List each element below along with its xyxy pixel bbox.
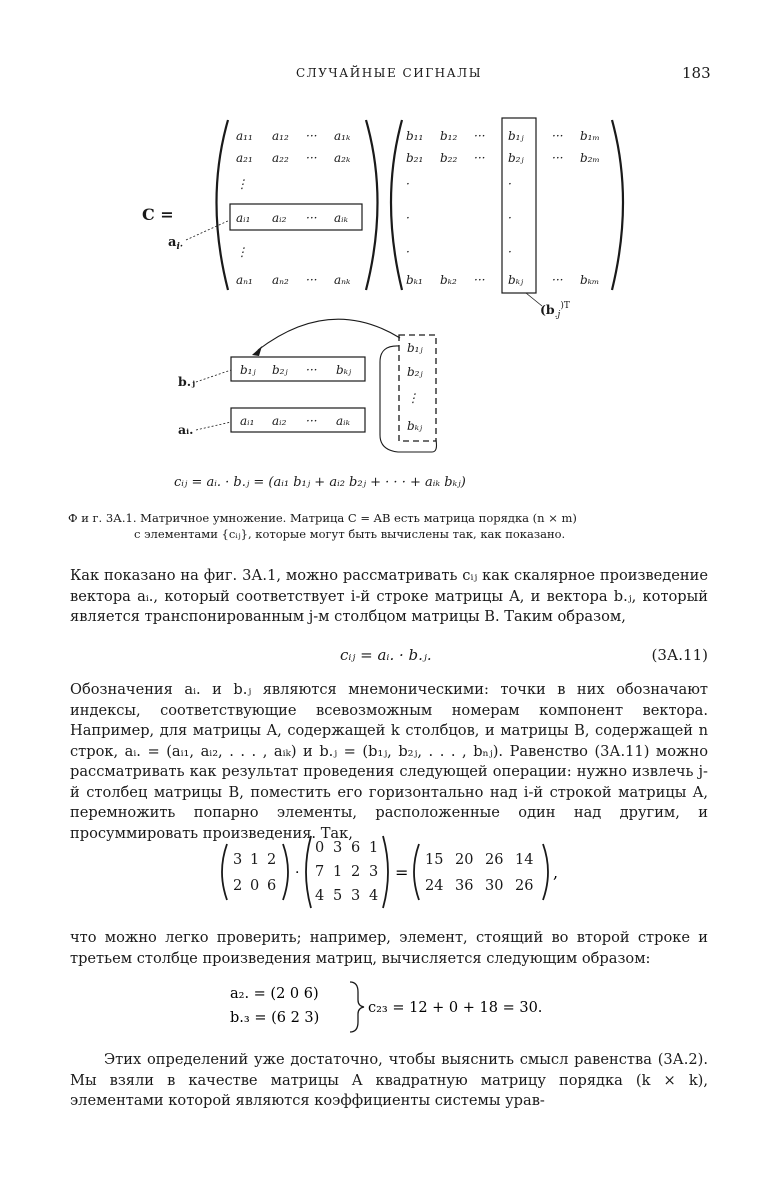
mx-trail: , [553, 863, 559, 882]
example-c-cell: 14 [515, 852, 534, 868]
example-b-cell: 7 [315, 864, 325, 880]
matrix-b-cell: b₂₂ [440, 151, 458, 165]
column-bj-cell: b₂ⱼ [407, 365, 423, 379]
cij-formula: cᵢⱼ = aᵢ. · b.ⱼ = (aᵢ₁ b₁ⱼ + aᵢ₂ b₂ⱼ + · · · + aᵢₖ bₖⱼ) [174, 475, 466, 490]
column-bj-highlight-box [502, 118, 536, 293]
matrix-b-cell: b₁ⱼ [508, 129, 524, 143]
matrix-b-cell: · [508, 245, 512, 259]
example-b-cell: 3 [333, 840, 343, 856]
ai-label-line [196, 422, 231, 430]
column-bj-cell: ⋮ [407, 391, 419, 405]
matrix-a-cell: a₁₂ [272, 129, 289, 143]
row-bj-elements [240, 363, 352, 377]
figure-3a1 [0, 100, 774, 520]
matrix-b-cell: · [406, 211, 410, 225]
matrix-a-left-paren [217, 120, 229, 290]
matrix-product-example [215, 832, 575, 912]
row-bj-cell: b₁ⱼ [240, 363, 256, 377]
example-a-cell: 2 [267, 852, 277, 868]
example-c-cell: 36 [455, 878, 474, 894]
matrix-b-right-paren [612, 120, 623, 290]
example-b-cell: 4 [315, 888, 325, 904]
matrix-a-cell: ··· [306, 129, 318, 143]
matrix-b-cell: b₂ⱼ [508, 151, 524, 165]
mx-c-lparen [414, 844, 419, 900]
example-matrix-b [315, 840, 378, 904]
equation-3a11-expr: cᵢⱼ = aᵢ. · b.ⱼ. [340, 646, 432, 664]
row-ai-elements [240, 414, 351, 428]
example-b-cell: 3 [351, 888, 361, 904]
matrix-b-cell: bₖₘ [580, 273, 600, 287]
matrix-a-cell: aᵢₖ [334, 211, 348, 225]
matrix-a-cell: aᵢ₂ [272, 211, 287, 225]
matrix-b-cell: ··· [552, 129, 564, 143]
matrix-b-elements [406, 129, 600, 287]
matrix-a-cell: ··· [306, 151, 318, 165]
matrix-a-cell: a₂₁ [236, 151, 253, 165]
matrix-b-cell: ··· [552, 273, 564, 287]
column-bj-cell: b₁ⱼ [407, 341, 423, 355]
example-a-cell: 6 [267, 878, 277, 894]
caption-line-2: с элементами {cᵢⱼ}, которые могут быть вычислены так, как показано. [134, 527, 566, 541]
example-calculation [226, 976, 566, 1036]
matrix-a-cell: ⋮ [236, 245, 248, 259]
example-c-cell: 20 [455, 852, 474, 868]
matrix-b-cell: ··· [552, 151, 564, 165]
matrix-b-left-paren [391, 120, 402, 290]
mx-b-lparen [306, 836, 311, 908]
mx-c-rparen [543, 844, 548, 900]
matrix-b-cell: · [406, 245, 410, 259]
matrix-b-cell: b₁ₘ [580, 129, 600, 143]
example-c-cell: 30 [485, 878, 504, 894]
matrix-b-cell: ··· [474, 151, 486, 165]
example-matrix-c [425, 852, 533, 894]
matrix-a-cell: a₂ₖ [334, 151, 351, 165]
mx-dot: · [295, 865, 300, 881]
calc-row: a₂. = (2 0 6) [230, 986, 319, 1002]
matrix-a-elements [236, 129, 351, 287]
c-equals-label: C = [142, 205, 174, 224]
equation-3a11-number: (3А.11) [651, 646, 708, 664]
row-bj-cell: bₖⱼ [336, 363, 352, 377]
mx-a-lparen [222, 844, 227, 900]
ai-pointer-line [186, 220, 230, 240]
paragraph-1-text: Как показано на фиг. 3А.1, можно рассматривать cᵢⱼ как скалярное произведение вектора aᵢ., который соответствует i-й строке матрицы A, и вектора b.ⱼ, который является транспонированным j-м столбцом матрицы B. Таким образом, [70, 567, 708, 625]
matrix-a-cell: a₁ₖ [334, 129, 351, 143]
example-b-cell: 6 [351, 840, 361, 856]
matrix-a-cell: ··· [306, 273, 318, 287]
paragraph-2 [70, 680, 708, 844]
example-c-cell: 15 [425, 852, 444, 868]
example-a-cell: 2 [233, 878, 243, 894]
column-bj-elements [407, 341, 423, 433]
matrix-b-cell: ··· [474, 273, 486, 287]
paragraph-4-text: Этих определений уже достаточно, чтобы выяснить смысл равенства (3А.2). Мы взяли в качестве матрицы A квадратную матрицу порядка (k × k), элементами которой являются коэффициенты системы урав- [70, 1051, 708, 1109]
example-b-cell: 1 [369, 840, 379, 856]
calc-col: b.₃ = (6 2 3) [230, 1010, 320, 1026]
running-title: СЛУЧАЙНЫЕ СИГНАЛЫ [296, 66, 483, 80]
matrix-product-svg [215, 832, 575, 912]
transpose-arrowhead [252, 346, 262, 356]
example-c-cell: 24 [425, 878, 444, 894]
example-b-cell: 1 [333, 864, 343, 880]
example-a-cell: 0 [250, 878, 260, 894]
example-c-cell: 26 [485, 852, 504, 868]
matrix-b-cell: b₂₁ [406, 151, 424, 165]
page-number: 183 [682, 64, 711, 82]
example-c-cell: 26 [515, 878, 534, 894]
example-b-cell: 2 [351, 864, 361, 880]
example-a-cell: 1 [250, 852, 260, 868]
matrix-b-cell: ··· [474, 129, 486, 143]
matrix-b-cell: b₂ₘ [580, 151, 600, 165]
matrix-b-cell: · [508, 211, 512, 225]
matrix-b-cell: · [508, 177, 512, 191]
row-ai-cell: aᵢ₁ [240, 414, 255, 428]
equation-3a11 [70, 646, 708, 668]
transpose-arrow [258, 319, 400, 350]
matrix-a-cell: a₂₂ [272, 151, 289, 165]
row-bj-cell: ··· [306, 363, 318, 377]
row-ai-cell: ··· [306, 414, 318, 428]
figure-caption [68, 510, 708, 542]
ai-label: aᵢ. [178, 422, 194, 437]
example-b-cell: 5 [333, 888, 343, 904]
matrix-diagram [0, 100, 774, 510]
matrix-b-cell: · [406, 177, 410, 191]
bj-transpose-label: ($b_{.j}^{)T}$ [540, 301, 570, 320]
matrix-b-cell: b₁₂ [440, 129, 458, 143]
paragraph-3-text: что можно легко проверить; например, элемент, стоящий во второй строке и третьем столбце произведения матриц, вычисляется следующим образом: [70, 929, 708, 967]
matrix-b-cell: bₖ₂ [440, 273, 457, 287]
paragraph-4 [70, 1050, 708, 1112]
mx-eq: = [395, 863, 409, 882]
matrix-b-cell: bₖⱼ [508, 273, 524, 287]
mx-a-rparen [283, 844, 288, 900]
ai-row-label: $a_{i\cdot}$ [168, 235, 183, 252]
row-ai-cell: aᵢ₂ [272, 414, 287, 428]
paragraph-1 [70, 566, 708, 628]
example-a-cell: 3 [233, 852, 243, 868]
matrix-b-cell: b₁₁ [406, 129, 424, 143]
example-matrix-a [233, 852, 276, 894]
matrix-a-cell: aₙ₁ [236, 273, 253, 287]
calc-result: c₂₃ = 12 + 0 + 18 = 30. [368, 1000, 543, 1016]
caption-line-1: Ф и г. 3А.1. Матричное умножение. Матрица C = AB есть матрица порядка (n × m) [68, 511, 577, 525]
matrix-a-cell: ··· [306, 211, 318, 225]
example-b-cell: 4 [369, 888, 379, 904]
matrix-a-cell: aₙ₂ [272, 273, 289, 287]
example-calc-svg [226, 976, 566, 1036]
paragraph-3 [70, 928, 708, 969]
column-bj-cell: bₖⱼ [407, 419, 423, 433]
matrix-a-cell: aₙₖ [334, 273, 351, 287]
row-bj-cell: b₂ⱼ [272, 363, 288, 377]
matrix-a-cell: aᵢ₁ [236, 211, 251, 225]
mx-b-rparen [383, 836, 388, 908]
bj-label-line [196, 370, 231, 382]
matrix-a-right-paren [366, 120, 378, 290]
matrix-a-cell: a₁₁ [236, 129, 253, 143]
example-b-cell: 3 [369, 864, 379, 880]
paragraph-2-text: Обозначения aᵢ. и b.ⱼ являются мнемоническими: точки в них обозначают индексы, соответствующие всевозможным номерам компонент вектора. Например, для матрицы A, содержащей k столбцов, и матрицы B, содержащей n строк, aᵢ. = (aᵢ₁, aᵢ₂, . . . , aᵢₖ) и b.ⱼ = (b₁ⱼ, b₂ⱼ, . . . , bₙⱼ). Равенство (3А.11) можно рассматривать как результат проведения следующей операции: нужно извлечь j-й столбец матрицы B, поместить его горизонтально над i-й строкой матрицы A, перемножить попарно элементы, расположенные один над другим, и просуммировать произведения. Так, [70, 681, 708, 842]
matrix-a-cell: ⋮ [236, 177, 248, 191]
matrix-b-cell: bₖ₁ [406, 273, 423, 287]
bj-label: b.ⱼ [178, 374, 196, 389]
row-ai-cell: aᵢₖ [336, 414, 350, 428]
page-header [0, 66, 774, 86]
example-b-cell: 0 [315, 840, 325, 856]
calc-brace [350, 982, 364, 1032]
